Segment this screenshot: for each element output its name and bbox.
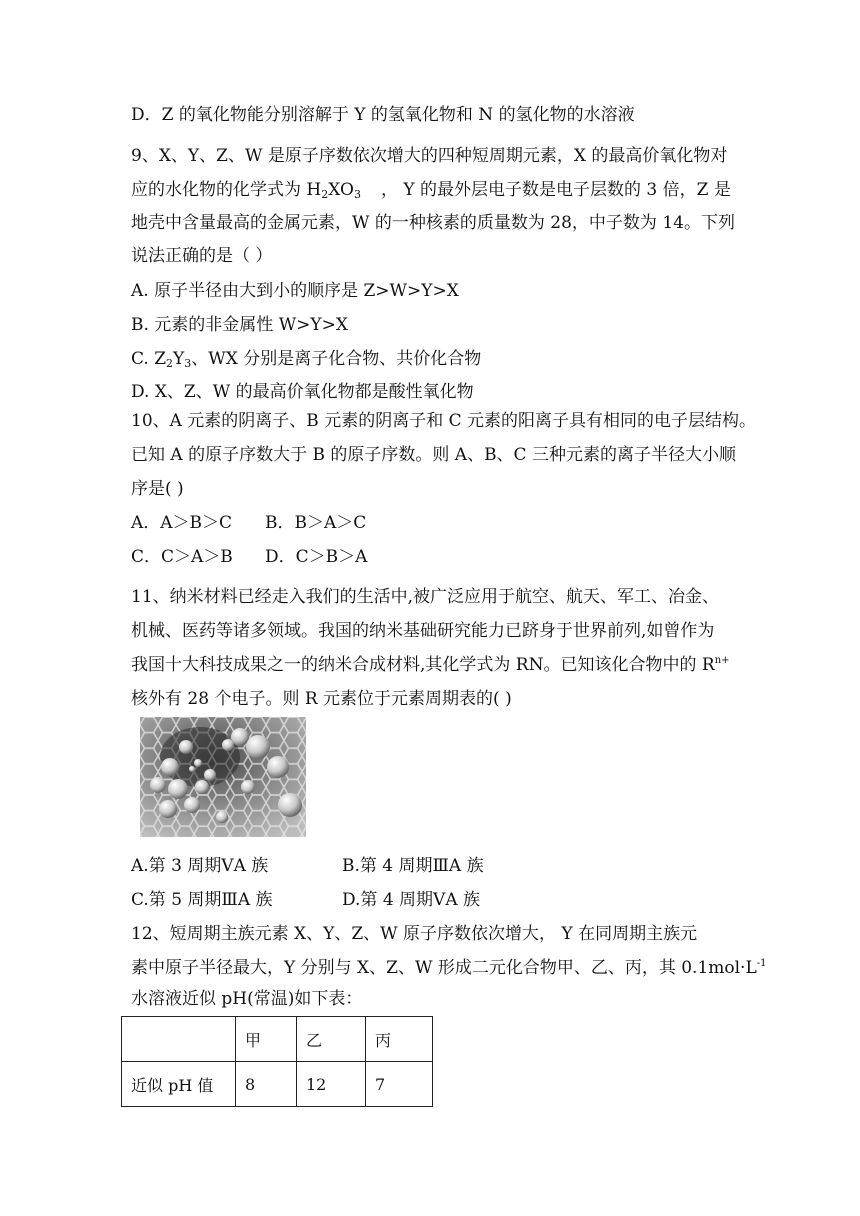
table-row-label: 近似 pH 值 [122,1062,236,1107]
q9-line2-post: ， Y 的最外层电子数是电子层数的 3 倍，Z 是 [380,180,731,200]
q9-stem-line4: 说法正确的是（ ） [131,246,273,266]
q9-option-c-post: 、WX 分别是离子化合物、共价化合物 [191,349,482,369]
q11-option-b: B.第 4 周期ⅢA 族 [342,856,484,876]
q10-option-a: A．A＞B＞C [131,513,233,533]
q10-stem-line3: 序是( ) [131,479,184,499]
q12-stem-line2 [131,957,767,979]
table-cell: 8 [236,1062,297,1107]
q10-option-d: D．C＞B＞A [265,547,368,567]
q11-line3-sup: n+ [714,655,730,666]
q9-option-c-pre: C. Z [131,349,167,369]
q9-sub2: 3 [353,188,361,201]
table-header-cell: 甲 [236,1017,297,1062]
table-row [122,1062,433,1107]
q10-stem-line2: 已知 A 的原子序数大于 B 的原子序数。则 A、B、C 三种元素的离子半径大小顺 [131,445,736,465]
q11-option-d: D.第 4 周期ⅤA 族 [342,890,481,910]
table-cell: 12 [297,1062,366,1107]
q9-option-c-sub2: 3 [184,357,192,370]
q8-option-d [131,104,635,126]
q11-line3-text: 我国十大科技成果之一的纳米合成材料,其化学式为 RN。已知该化合物中的 R [131,655,715,675]
ph-table [121,1016,433,1107]
q9-sub1: 2 [321,188,329,201]
table-header-cell: 丙 [366,1017,433,1062]
q11-option-c: C.第 5 周期ⅢA 族 [131,890,273,910]
table-cell: 7 [366,1062,433,1107]
nanotube-image [140,717,306,837]
q12-line2-text: 素中原子半径最大，Y 分别与 X、Z、W 形成二元化合物甲、乙、丙，其 0.1mol·L [131,958,757,978]
table-header-cell [122,1017,236,1062]
q9-stem-line2 [131,179,731,201]
q12-line2-sup: -1 [756,958,767,969]
q8-option-d-label: D． [131,105,162,125]
q9-stem-line1: 9、X、Y、Z、W 是原子序数依次增大的四种短周期元素，X 的最高价氧化物对 [131,146,728,166]
q9-line2-mid: XO [328,180,354,200]
q12-stem-line3: 水溶液近似 pH(常温)如下表： [131,989,363,1009]
q9-option-c-sub1: 2 [166,357,174,370]
q11-option-a: A.第 3 周期ⅤA 族 [131,856,269,876]
q11-stem-line3 [131,654,730,676]
q10-option-c: C．C＞A＞B [131,547,233,567]
q10-stem-line1: 10、A 元素的阴离子、B 元素的阴离子和 C 元素的阳离子具有相同的电子层结构。 [131,411,757,431]
q8-option-d-text: Z 的氧化物能分别溶解于 Y 的氢氧化物和 N 的氢化物的水溶液 [161,105,635,125]
q9-option-b: B. 元素的非金属性 W>Y>X [131,315,348,335]
q9-stem-line3: 地壳中含量最高的金属元素，W 的一种核素的质量数为 28，中子数为 14。下列 [131,213,735,233]
q9-line2-pre: 应的水化物的化学式为 H [131,180,322,200]
q9-option-a: A. 原子半径由大到小的顺序是 Z>W>Y>X [131,281,459,301]
q9-option-d: D. X、Z、W 的最高价氧化物都是酸性氧化物 [131,382,474,402]
q9-option-c [131,348,481,370]
q11-stem-line2: 机械、医药等诸多领域。我国的纳米基础研究能力已跻身于世界前列,如曾作为 [131,621,715,641]
q10-option-b: B．B＞A＞C [265,513,367,533]
q11-stem-line4: 核外有 28 个电子。则 R 元素位于元素周期表的( ) [131,689,512,709]
q12-stem-line1: 12、短周期主族元素 X、Y、Z、W 原子序数依次增大， Y 在同周期主族元 [131,924,698,944]
table-header-cell: 乙 [297,1017,366,1062]
q9-option-c-mid: Y [173,349,185,369]
q11-stem-line1: 11、纳米材料已经走入我们的生活中,被广泛应用于航空、航天、军工、冶金、 [131,587,720,607]
table-header-row [122,1017,433,1062]
